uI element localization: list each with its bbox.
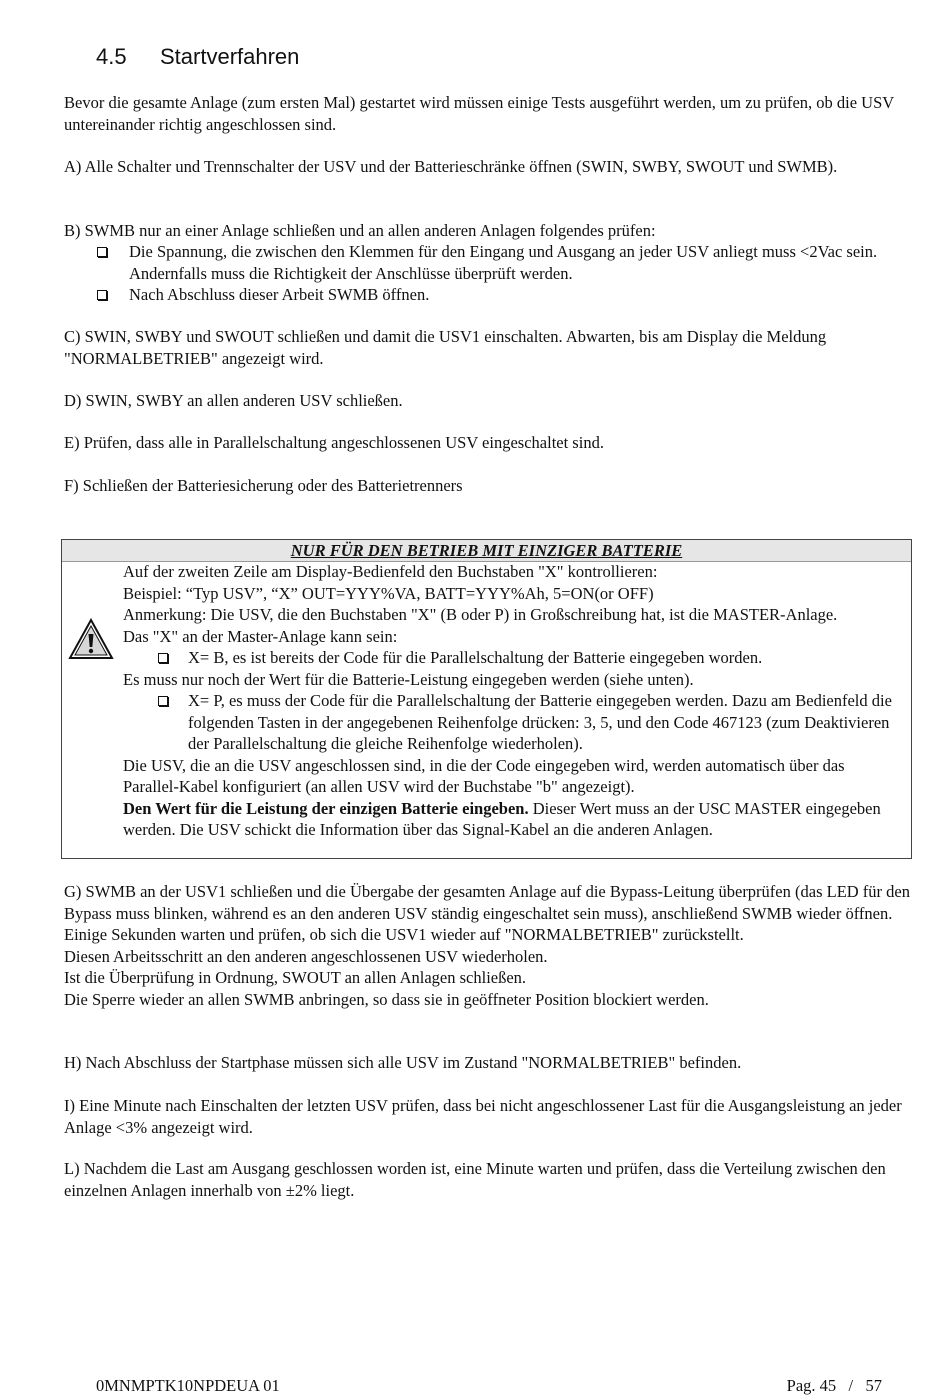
list-item: Die Spannung, die zwischen den Klemmen für den Eingang und Ausgang an jeder USV anliegt muss <2Vac sein. Andernfalls muss die Richtigkeit der Anschlüsse überprüft werden. [96, 241, 916, 284]
checkbox-bullet-icon [158, 653, 168, 663]
step-g: G) SWMB an der USV1 schließen und die Übergabe der gesamten Anlage auf die Bypass-Leitung überprüfen (das LED für den Bypass muss blinken, während es an den anderen USV ständig eingeschaltet sein muss), anschließend SWMB wieder öffnen. Einige Sekunden warten und prüfen, ob sich die USV1 wieder auf "NORMALBETRIEB" zurückstellt. [64, 882, 910, 944]
notice-line: Den Wert für die Leistung der einzigen Batterie eingeben. Dieser Wert muss an der USC MASTER eingegeben werden. Die USV schickt die Information über das Signal-Kabel an die anderen Anlagen. [123, 798, 881, 839]
step-a: A) Alle Schalter und Trennschalter der USV und der Batterieschränke öffnen (SWIN, SWBY, SWOUT und SWMB). [64, 157, 838, 176]
battery-notice-box [61, 539, 912, 859]
checkbox-bullet-icon [97, 290, 107, 300]
step-g-check: Ist die Überprüfung in Ordnung, SWOUT an allen Anlagen schließen. [64, 968, 527, 987]
step-g-block [64, 881, 914, 1010]
notice-title: NUR FÜR DEN BETRIEB MIT EINZIGER BATTERIE [62, 540, 911, 562]
notice-body [123, 561, 903, 841]
intro-paragraph: Bevor die gesamte Anlage (zum ersten Mal) gestartet wird müssen einige Tests ausgeführt werden, um zu prüfen, ob die USV untereinander richtig angeschlossen sind. [64, 93, 894, 134]
list-item: X= P, es muss der Code für die Parallelschaltung der Batterie eingegeben werden. Dazu am Bedienfeld die folgenden Tasten in der angegebenen Reihenfolge drücken: 3, 5, und den Code 467123 (zum Deaktivieren der Parallelschaltung die gleiche Reihenfolge wiederholen). [123, 690, 903, 755]
section-title: Startverfahren [160, 44, 300, 69]
notice-example: Beispiel: “Typ USV”, “X” OUT=YYY%VA, BATT=YYY%Ah, 5=ON(or OFF) [123, 583, 654, 603]
step-g-repeat: Diesen Arbeitsschritt an den anderen angeschlossenen USV wiederholen. [64, 946, 548, 966]
notice-line: Das "X" an der Master-Anlage kann sein: [123, 626, 398, 646]
checkbox-bullet-icon [97, 247, 107, 257]
section-heading [96, 44, 299, 70]
step-i: I) Eine Minute nach Einschalten der letzten USV prüfen, dass bei nicht angeschlossener Last für die Ausgangsleistung an jeder Anlage <3% angezeigt wird. [64, 1096, 902, 1137]
list-item: X= B, es ist bereits der Code für die Parallelschaltung der Batterie eingegeben worden. [123, 647, 903, 669]
step-d: D) SWIN, SWBY an allen anderen USV schließen. [64, 391, 403, 410]
step-b: B) SWMB nur an einer Anlage schließen und an allen anderen Anlagen folgendes prüfen: [64, 221, 656, 240]
step-l: L) Nachdem die Last am Ausgang geschlossen worden ist, eine Minute warten und prüfen, dass die Verteilung zwischen den einzelnen Anlagen innerhalb von ±2% liegt. [64, 1159, 886, 1200]
notice-line: Auf der zweiten Zeile am Display-Bedienfeld den Buchstaben "X" kontrollieren: [123, 562, 658, 581]
step-b-list [96, 241, 916, 306]
footer-page-number: Pag. 45 / 57 [786, 1376, 882, 1395]
notice-line: Es muss nur noch der Wert für die Batterie-Leistung eingegeben werden (siehe unten). [123, 669, 694, 689]
step-c: C) SWIN, SWBY und SWOUT schließen und damit die USV1 einschalten. Abwarten, bis am Display die Meldung "NORMALBETRIEB" angezeigt wird. [64, 327, 827, 368]
notice-emphasis: Den Wert für die Leistung der einzigen Batterie eingeben. [123, 798, 529, 818]
checkbox-bullet-icon [158, 696, 168, 706]
notice-line: Die USV, die an die USV angeschlossen sind, in die der Code eingegeben wird, werden automatisch über das Parallel-Kabel konfiguriert (an allen USV wird der Buchstabe "b" angezeigt). [123, 755, 845, 796]
warning-triangle-icon [68, 618, 114, 660]
footer-doc-code: 0MNMPTK10NPDEUA 01 [96, 1376, 280, 1395]
step-h: H) Nach Abschluss der Startphase müssen sich alle USV im Zustand "NORMALBETRIEB" befinden. [64, 1053, 742, 1072]
step-e: E) Prüfen, dass alle in Parallelschaltung angeschlossenen USV eingeschaltet sind. [64, 433, 604, 452]
list-item: Nach Abschluss dieser Arbeit SWMB öffnen. [96, 284, 916, 306]
step-g-lock: Die Sperre wieder an allen SWMB anbringen, so dass sie in geöffneter Position blockiert werden. [64, 989, 709, 1009]
section-number: 4.5 [96, 44, 127, 69]
step-f: F) Schließen der Batteriesicherung oder des Batterietrenners [64, 476, 463, 495]
notice-remark: Anmerkung: Die USV, die den Buchstaben "X" (B oder P) in Großschreibung hat, ist die MASTER-Anlage. [123, 605, 838, 624]
